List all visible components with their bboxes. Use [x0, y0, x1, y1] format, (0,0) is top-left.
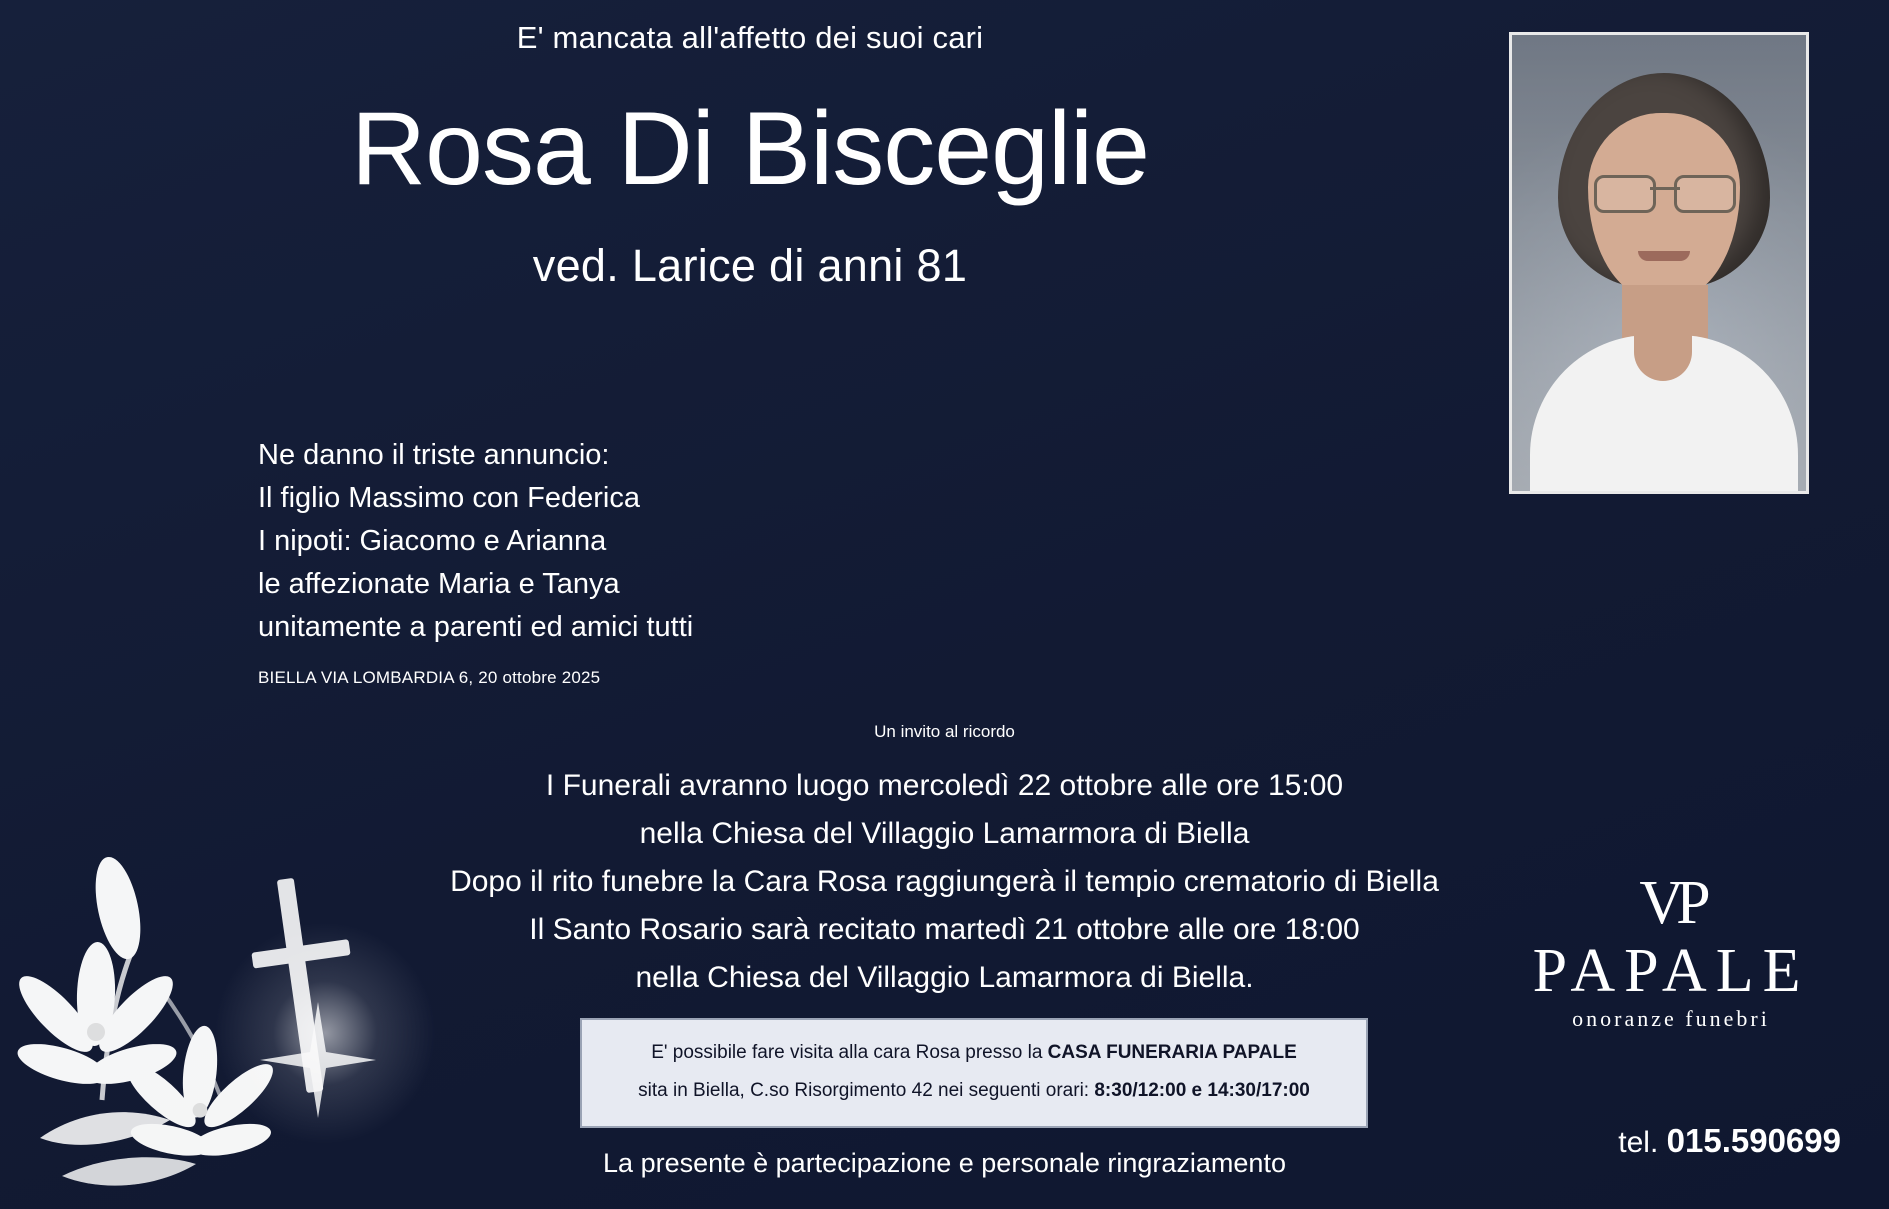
portrait-mouth: [1638, 251, 1690, 261]
family-intro: Ne danno il triste annuncio:: [258, 439, 610, 471]
deceased-subtitle: ved. Larice di anni 81: [532, 240, 968, 291]
notice-funeral-home-name: CASA FUNERARIA PAPALE: [1047, 1042, 1297, 1063]
brand-phone: [1501, 1122, 1841, 1160]
family-line: Il figlio Massimo con Federica: [258, 482, 640, 514]
notice-opening-hours: 8:30/12:00 e 14:30/17:00: [1094, 1080, 1310, 1101]
invite-title: Un invito al ricordo: [874, 722, 1015, 741]
deceased-name: Rosa Di Bisceglie: [351, 91, 1149, 207]
family-line: le affezionate Maria e Tanya: [258, 568, 620, 600]
ceremony-line: Dopo il rito funebre la Cara Rosa raggiungerà il tempio crematorio di Biella: [450, 865, 1439, 898]
notice-line-1: [598, 1034, 1350, 1072]
brand-subtitle: onoranze funebri: [1572, 1006, 1770, 1031]
lily-and-cross-artwork: [10, 838, 430, 1208]
ceremony-line: Il Santo Rosario sarà recitato martedì 21 ottobre alle ore 18:00: [529, 913, 1360, 946]
phone-number: 015.590699: [1666, 1122, 1841, 1159]
brand-monogram: VP: [1639, 869, 1703, 937]
phone-label: tel.: [1618, 1126, 1667, 1159]
announcement-line: E' mancata all'affetto dei suoi cari: [516, 20, 984, 55]
ceremony-line: nella Chiesa del Villaggio Lamarmora di Biella.: [635, 961, 1254, 994]
place-and-date: BIELLA VIA LOMBARDIA 6, 20 ottobre 2025: [258, 668, 601, 687]
ceremony-line: nella Chiesa del Villaggio Lamarmora di Biella: [639, 817, 1250, 850]
notice-line-1-prefix: E' possibile fare visita alla cara Rosa presso la: [651, 1042, 1048, 1063]
portrait-photo-frame: [1509, 32, 1809, 494]
closing-line: La presente è partecipazione e personale ringraziamento: [603, 1148, 1286, 1178]
visiting-hours-notice: [580, 1018, 1368, 1128]
family-announcement: [258, 434, 693, 649]
portrait-image: [1512, 35, 1806, 491]
glasses-bridge: [1650, 187, 1680, 190]
glasses-icon: [1592, 175, 1738, 209]
family-line: I nipoti: Giacomo e Arianna: [258, 525, 607, 557]
notice-line-2: [598, 1072, 1350, 1110]
funeral-home-brand: [1501, 868, 1841, 1032]
brand-name: PAPALE: [1532, 937, 1810, 1005]
light-glow: [210, 918, 440, 1148]
family-line: unitamente a parenti ed amici tutti: [258, 611, 694, 643]
notice-line-2-prefix: sita in Biella, C.so Risorgimento 42 nei seguenti orari:: [638, 1080, 1095, 1101]
portrait-shirt: [1530, 335, 1798, 494]
ceremony-line: I Funerali avranno luogo mercoledì 22 ottobre alle ore 15:00: [545, 769, 1344, 802]
